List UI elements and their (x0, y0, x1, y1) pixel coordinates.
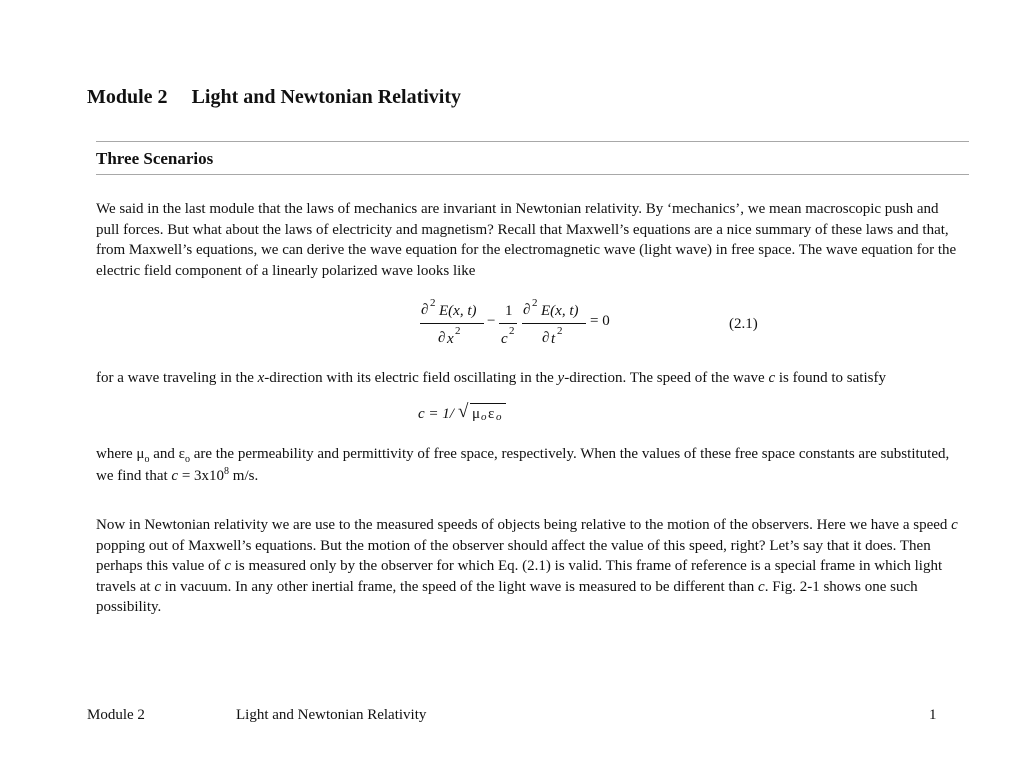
var-c: c (154, 578, 161, 595)
equation-number: (2.1) (729, 316, 758, 332)
text-run: is measured only by the observer for which Eq. (2.1) is valid. This frame of reference is a special frame in which light travels at (96, 558, 943, 595)
section-heading: Three Scenarios (96, 149, 214, 168)
text-run: is found to satisfy (775, 370, 886, 386)
eq-exp-2: 2 (532, 297, 538, 309)
eq-fraction-bar-1 (420, 323, 484, 324)
subscript-o: o (144, 454, 150, 465)
eq-den1-x: x (447, 331, 454, 347)
eq-exp-1: 2 (430, 297, 436, 309)
eq-den3-exp: 2 (557, 325, 563, 337)
speed-eq-mu-sub: o (481, 411, 487, 423)
eq-numerator-2: E(x, t) (541, 303, 579, 319)
page-title (87, 86, 461, 109)
speed-eq-radical-bar (470, 403, 506, 404)
eq-fraction-bar-3 (522, 323, 586, 324)
footer-title: Light and Newtonian Relativity (236, 707, 427, 723)
speed-eq-mu: μ (472, 406, 481, 422)
paragraph-intro: We said in the last module that the laws of mechanics are invariant in Newtonian relativity. By ‘mechanics’, we mean macroscopic push and pull forces. But what about the laws of electricity and magnetism? Recall that Maxwell’s equations are a nice summary of these laws and that, from Maxwell’s equations, we can derive the wave equation for the electromagnetic wave (light wave) in free space. The wave equation for the electric field component of a linearly polarized wave looks like (96, 201, 957, 279)
eq-den1-exp: 2 (455, 325, 461, 337)
eq-numerator-1: E(x, t) (439, 303, 477, 319)
eq-partial-1: ∂ (421, 302, 429, 318)
text-run: and (149, 446, 179, 462)
var-c: c (768, 370, 776, 386)
section-rule-bottom (96, 174, 969, 175)
section-rule-top (96, 141, 969, 142)
text-run: in vacuum. In any other inertial frame, the speed of the light wave is measured to be different than (160, 578, 759, 595)
footer-module: Module 2 (87, 707, 145, 723)
eq-fraction-bar-2 (499, 323, 517, 324)
var-c: c (951, 517, 958, 533)
text-run: -direction with its electric field oscillating in the (264, 370, 558, 386)
text-run: = 3x10 (178, 468, 225, 484)
symbol-epsilon: ε (178, 446, 185, 462)
speed-eq-lhs: c = 1/ (418, 406, 454, 422)
var-c: c (758, 578, 765, 595)
paragraph-relativity (96, 515, 958, 618)
text-run: popping out of Maxwell’s equations. But the motion of the observer should affect the value of this speed, right? Let’s say that it does. Then perhaps this value of (96, 537, 931, 575)
eq-partial-2: ∂ (523, 302, 531, 318)
exponent: 8 (224, 466, 230, 477)
var-y: y (557, 370, 565, 386)
eq-den2-c: c (501, 331, 508, 347)
var-x: x (257, 370, 265, 386)
eq-den3-t: t (551, 331, 556, 347)
eq-one: 1 (505, 303, 513, 319)
eq-equals-zero: = 0 (590, 313, 610, 329)
text-run: where (96, 446, 137, 462)
symbol-mu: μ (136, 446, 145, 462)
speed-eq-eps-sub: o (496, 411, 502, 423)
text-run: . Fig. 2-1 shows one such possibility. (96, 578, 918, 616)
eq-den3-partial: ∂ (542, 330, 550, 346)
speed-eq-radical: √ (458, 401, 469, 422)
text-run: are the permeability and permittivity of free space, respectively. When the values of these free space constants are substituted, we find that (96, 446, 950, 484)
eq-den2-exp: 2 (509, 325, 515, 337)
text-run: Now in Newtonian relativity we are use to the measured speeds of objects being relative to the motion of the observers. Here we have a speed (96, 517, 952, 533)
text-run: m/s. (229, 468, 259, 484)
paragraph-wave-direction (96, 368, 958, 389)
page-title-topic: Light and Newtonian Relativity (191, 86, 462, 108)
text-run: for a wave traveling in the (96, 370, 258, 386)
text-run: -direction. The speed of the wave (564, 370, 769, 386)
paragraph-constants (96, 443, 958, 487)
eq-den1-partial: ∂ (438, 330, 446, 346)
var-c: c (224, 558, 231, 575)
page-title-module: Module 2 (87, 86, 168, 108)
subscript-o: o (184, 454, 190, 465)
footer-page-number: 1 (929, 707, 937, 723)
eq-minus: − (487, 313, 496, 329)
speed-eq-eps: ε (488, 406, 495, 422)
var-c: c (171, 468, 179, 484)
